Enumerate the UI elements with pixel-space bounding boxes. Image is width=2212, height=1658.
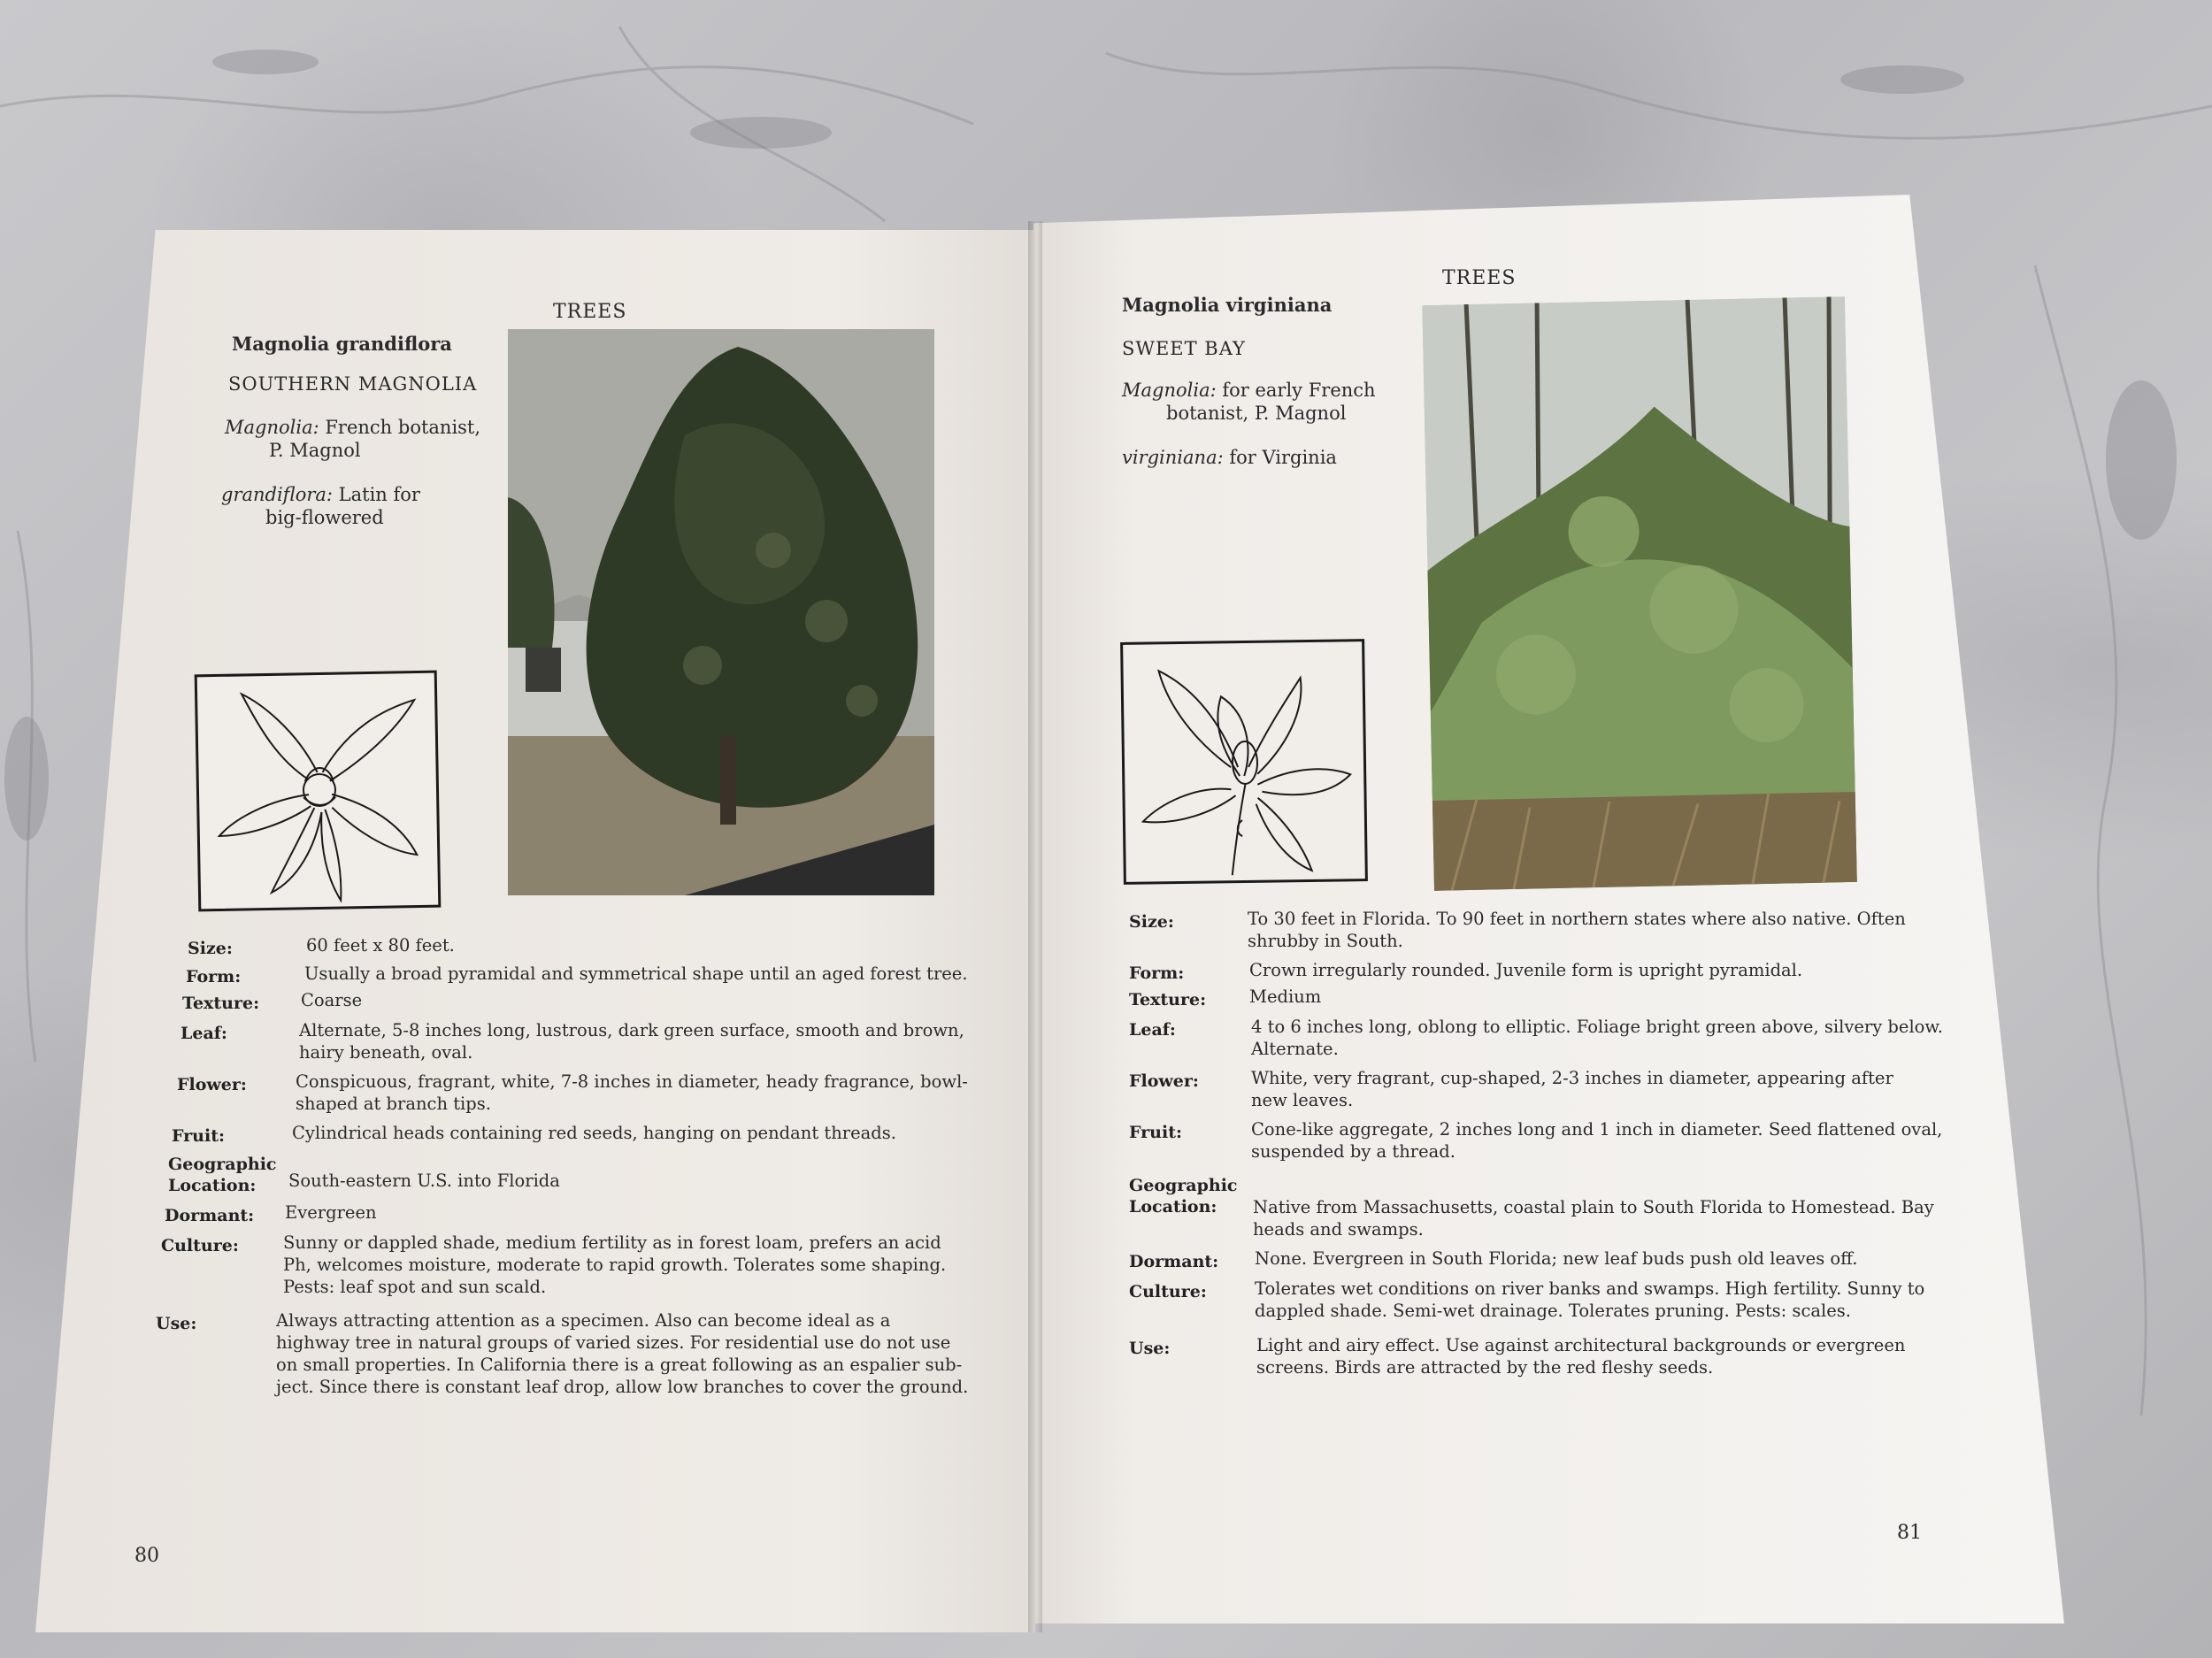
ety-term: Magnolia: — [1122, 380, 1217, 401]
left-field-label: Geographic Location: — [168, 1155, 277, 1195]
right-page-number: 81 — [1897, 1522, 1922, 1544]
left-field-line: hairy beneath, oval. — [299, 1042, 473, 1063]
left-field-value — [301, 989, 362, 1011]
left-field-label: Leaf: — [180, 1024, 227, 1043]
right-field-line: Native from Massachusetts, coastal plain to South Florida to Homestead. Bay — [1253, 1197, 1934, 1217]
right-field-value — [1251, 1016, 1943, 1060]
right-page-header: TREES — [1442, 267, 1517, 289]
right-etymology-species — [1122, 446, 1337, 469]
right-field-value — [1251, 1067, 1893, 1111]
ety-text: for Virginia — [1223, 447, 1337, 468]
right-field-value — [1248, 908, 1906, 952]
left-field-label: Size: — [188, 939, 233, 958]
left-field-label: Flower: — [177, 1075, 247, 1094]
left-scientific-name: Magnolia grandiflora — [232, 333, 452, 355]
left-field-value — [283, 1232, 946, 1298]
left-field-line: ject. Since there is constant leaf drop, allow low branches to cover the ground. — [276, 1377, 969, 1397]
left-field-line: Coarse — [301, 990, 363, 1010]
ety-cont: botanist, P. Magnol — [1166, 403, 1347, 424]
right-field-label: Dormant: — [1129, 1252, 1219, 1271]
left-field-label: Fruit: — [172, 1126, 225, 1146]
right-field-line: Cone-like aggregate, 2 inches long and 1 inch in diameter. Seed flattened oval, — [1251, 1119, 1943, 1140]
left-field-line: Cylindrical heads containing red seeds, hanging on pendant threads. — [292, 1123, 896, 1143]
ety-cont: P. Magnol — [269, 440, 361, 461]
left-field-value — [299, 1019, 964, 1063]
right-field-line: Tolerates wet conditions on river banks and swamps. High fertility. Sunny to — [1255, 1278, 1925, 1299]
right-field-value — [1255, 1278, 1924, 1322]
left-field-label: Dormant: — [165, 1206, 255, 1225]
left-field-line: Alternate, 5-8 inches long, lustrous, dark green surface, smooth and brown, — [299, 1020, 964, 1040]
right-field-value — [1249, 959, 1802, 981]
left-field-value — [304, 963, 968, 985]
right-field-label: Use: — [1129, 1339, 1171, 1358]
left-page-header: TREES — [553, 301, 627, 323]
right-field-label: Culture: — [1129, 1282, 1207, 1301]
left-common-name: SOUTHERN MAGNOLIA — [228, 373, 478, 395]
left-field-line: on small properties. In California there is a great following as an espalier sub- — [276, 1355, 963, 1375]
right-field-value — [1251, 1118, 1942, 1163]
ety-term: Magnolia: — [225, 417, 319, 438]
right-field-line: shrubby in South. — [1248, 931, 1403, 951]
right-field-line: Alternate. — [1251, 1039, 1339, 1059]
right-field-label: Leaf: — [1129, 1020, 1176, 1040]
right-field-line: None. Evergreen in South Florida; new leaf buds push old leaves off. — [1255, 1248, 1858, 1269]
right-field-line: new leaves. — [1251, 1090, 1354, 1110]
right-field-label: Size: — [1129, 912, 1174, 932]
right-etymology-genus — [1122, 379, 1376, 425]
left-field-value — [296, 1071, 968, 1115]
sweet-bay-photo — [1422, 296, 1857, 891]
left-field-value — [306, 934, 455, 956]
right-field-line: Medium — [1249, 986, 1322, 1007]
ety-text: for early French — [1216, 380, 1376, 401]
right-field-value — [1255, 1247, 1858, 1270]
sweet-bay-flower-sketch — [1120, 639, 1368, 885]
right-field-value — [1256, 1334, 1905, 1378]
left-field-label: Use: — [156, 1314, 197, 1333]
left-field-line: shaped at branch tips. — [296, 1094, 491, 1114]
right-field-line: Crown irregularly rounded. Juvenile form is upright pyramidal. — [1249, 960, 1803, 980]
right-field-label: Texture: — [1129, 990, 1207, 1009]
right-field-line: 4 to 6 inches long, oblong to elliptic. Foliage bright green above, silvery below. — [1251, 1017, 1943, 1037]
right-field-label: Flower: — [1129, 1071, 1199, 1091]
right-field-label: Fruit: — [1129, 1123, 1182, 1142]
ety-cont: big-flowered — [265, 507, 384, 528]
right-field-line: heads and swamps. — [1253, 1219, 1424, 1240]
left-field-line: Ph, welcomes moisture, moderate to rapid growth. Tolerates some shaping. — [283, 1255, 947, 1275]
right-field-line: suspended by a thread. — [1251, 1141, 1455, 1162]
left-field-line: South-eastern U.S. into Florida — [288, 1171, 560, 1191]
ety-text: French botanist, — [319, 417, 481, 438]
left-page-number: 80 — [134, 1545, 159, 1567]
right-field-line: White, very fragrant, cup-shaped, 2-3 inches in diameter, appearing after — [1251, 1068, 1893, 1088]
left-field-value — [292, 1122, 896, 1144]
left-field-line: 60 feet x 80 feet. — [306, 935, 455, 956]
right-field-line: screens. Birds are attracted by the red fleshy seeds. — [1256, 1357, 1714, 1378]
left-field-line: Pests: leaf spot and sun scald. — [283, 1277, 547, 1297]
left-field-line: Always attracting attention as a specimen. Also can become ideal as a — [276, 1310, 891, 1331]
right-common-name: SWEET BAY — [1122, 338, 1246, 359]
right-scientific-name: Magnolia virginiana — [1122, 294, 1333, 316]
left-field-line: Sunny or dappled shade, medium fertility as in forest loam, prefers an acid — [283, 1232, 941, 1253]
left-field-line: Evergreen — [285, 1202, 377, 1223]
ety-term: grandiflora: — [221, 484, 333, 505]
left-field-label: Texture: — [182, 994, 260, 1013]
right-field-line: To 30 feet in Florida. To 90 feet in northern states where also native. Often — [1248, 909, 1906, 929]
left-field-value — [285, 1201, 377, 1224]
right-field-value — [1249, 986, 1321, 1008]
left-field-line: Usually a broad pyramidal and symmetrical shape until an aged forest tree. — [304, 963, 968, 984]
book-gutter — [1028, 221, 1042, 1632]
left-etymology-species — [221, 483, 420, 529]
right-field-label: Form: — [1129, 963, 1185, 983]
left-field-value — [288, 1170, 560, 1192]
right-field-value — [1253, 1196, 1934, 1240]
left-field-value — [276, 1309, 968, 1398]
left-etymology-genus — [225, 416, 480, 462]
southern-magnolia-photo — [508, 329, 934, 895]
ety-text: Latin for — [332, 484, 420, 505]
right-field-line: Light and airy effect. Use against architectural backgrounds or evergreen — [1256, 1335, 1906, 1355]
right-field-line: dappled shade. Semi-wet drainage. Tolerates pruning. Pests: scales. — [1255, 1301, 1851, 1321]
right-field-label: Geographic Location: — [1129, 1176, 1238, 1217]
magnolia-flower-sketch — [195, 671, 442, 912]
ety-term: virginiana: — [1122, 447, 1224, 468]
left-field-label: Culture: — [161, 1236, 239, 1255]
left-field-line: highway tree in natural groups of varied sizes. For residential use do not use — [276, 1332, 951, 1353]
left-field-line: Conspicuous, fragrant, white, 7-8 inches in diameter, heady fragrance, bowl- — [296, 1071, 968, 1092]
left-field-label: Form: — [186, 967, 242, 986]
